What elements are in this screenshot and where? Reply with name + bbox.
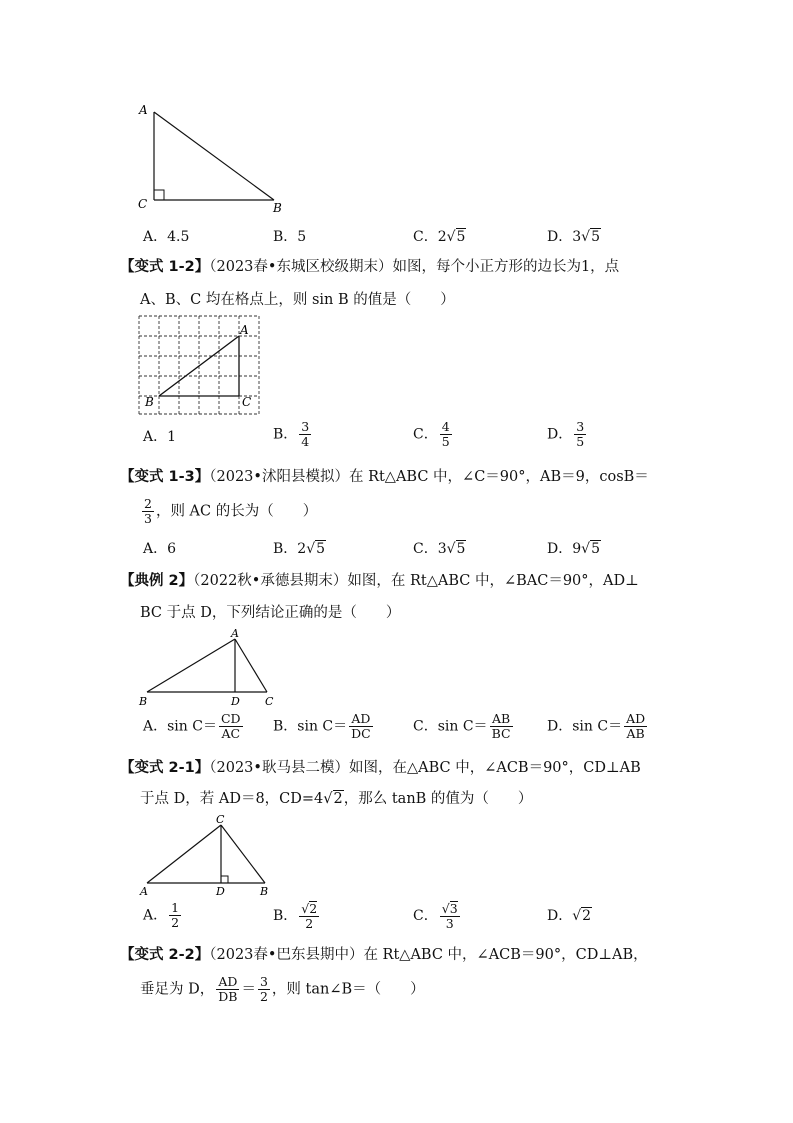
question-tag: 【变式 1-2】 — [120, 259, 210, 275]
option-c[interactable]: C．3√5 — [413, 541, 466, 557]
option-a[interactable]: A． $\frac{1}{2}$ — [143, 900, 180, 930]
sqrt: √5 — [446, 541, 466, 557]
figure-triangle-acb-altitude — [135, 813, 285, 898]
question-tag: 【典例 2】 — [120, 573, 194, 589]
fraction: $\frac{CD}{AC}$ — [220, 711, 241, 741]
fraction: $\frac{AD}{DC}$ — [351, 711, 371, 741]
question-1-3-line2: $\frac{2}{3}$ ，则 AC 的长为（ ） — [144, 496, 318, 526]
vertex-label-a: A — [240, 323, 249, 337]
question-2-1-line2: 于点 D，若 AD＝8，CD=4√2，那么 tanB 的值为（ ） — [140, 791, 533, 807]
vertex-label-c: C — [265, 695, 274, 708]
question-tag: 【变式 1-3】 — [120, 469, 210, 485]
option-d[interactable]: D．sin C＝ $\frac{AD}{AB}$ — [547, 711, 646, 741]
fraction: $\frac{3}{5}$ — [576, 419, 585, 449]
sqrt: √5 — [581, 229, 600, 245]
option-a[interactable]: A．1 — [143, 429, 177, 445]
question-1-2-line1: 【变式 1-2】（2023春•东城区校级期末）如图，每个小正方形的边长为1，点 — [120, 259, 620, 275]
vertex-label-b: B — [260, 885, 269, 898]
option-b[interactable]: B．sin C＝ $\frac{AD}{DC}$ — [273, 711, 371, 741]
option-c-label: C．2 — [413, 229, 447, 245]
option-d[interactable]: D． $\frac{3}{5}$ — [547, 419, 585, 449]
vertex-label-c: C — [138, 197, 148, 211]
vertex-label-b: B — [145, 395, 154, 409]
fraction: $\frac{AB}{BC}$ — [491, 711, 511, 741]
fraction: $\frac{1}{2}$ — [171, 900, 180, 930]
option-d-label: D．3 — [547, 229, 582, 245]
question-tag: 【变式 2-2】 — [120, 947, 210, 963]
figure-triangle-abc — [130, 98, 300, 218]
vertex-label-c: C — [242, 395, 252, 409]
fraction: $\frac{AD}{DB}$ — [218, 974, 238, 1004]
question-2-line2: BC 于点 D，下列结论正确的是（ ） — [140, 605, 401, 621]
question-1-2-line2: A、B、C 均在格点上，则 sin B 的值是（ ） — [140, 292, 455, 308]
vertex-label-d: D — [216, 885, 225, 898]
option-c[interactable] — [413, 227, 466, 247]
option-a[interactable]: A．4.5 — [143, 229, 190, 245]
option-c[interactable]: C．sin C＝ $\frac{AB}{BC}$ — [413, 711, 511, 741]
option-b[interactable]: B． $\frac{3}{4}$ — [273, 419, 310, 449]
option-b[interactable]: B．5 — [273, 229, 307, 245]
vertex-label-d: D — [231, 695, 240, 708]
fraction: $\frac{3}{4}$ — [301, 419, 310, 449]
sqrt: √5 — [306, 541, 326, 557]
option-d[interactable]: D．9√5 — [547, 541, 600, 557]
option-a[interactable]: A．sin C＝ $\frac{CD}{AC}$ — [143, 711, 241, 741]
option-a[interactable]: A．6 — [143, 541, 177, 557]
option-d[interactable]: D．√2 — [547, 908, 592, 924]
fraction: $\frac{4}{5}$ — [441, 419, 450, 449]
question-1-3-line1: 【变式 1-3】（2023•沭阳县模拟）在 Rt△ABC 中，∠C＝90°，AB＝9，cosB＝ — [120, 469, 649, 485]
vertex-label-a: A — [139, 103, 148, 117]
sqrt: √5 — [581, 541, 600, 557]
question-2-2-line1: 【变式 2-2】（2023春•巴东县期中）在 Rt△ABC 中，∠ACB＝90°，CD⊥AB， — [120, 947, 648, 963]
fraction: $\frac{√3}{3}$ — [441, 901, 458, 931]
fraction: $\frac{√2}{2}$ — [301, 901, 318, 931]
question-tag: 【变式 2-1】 — [120, 760, 210, 776]
figure-grid-triangle — [135, 310, 270, 420]
option-c[interactable]: C． $\frac{√3}{3}$ — [413, 901, 458, 931]
vertex-label-c: C — [216, 813, 225, 826]
option-b[interactable]: B． $\frac{√2}{2}$ — [273, 901, 318, 931]
option-b[interactable]: B．2√5 — [273, 541, 326, 557]
fraction: $\frac{3}{2}$ — [259, 974, 268, 1004]
option-d[interactable] — [547, 227, 601, 247]
option-c[interactable]: C． $\frac{4}{5}$ — [413, 419, 450, 449]
fraction: $\frac{2}{3}$ — [144, 496, 152, 526]
sqrt: √2 — [572, 908, 592, 924]
sqrt: √2 — [323, 791, 343, 807]
figure-triangle-abc-altitude — [135, 627, 285, 709]
vertex-label-a: A — [140, 885, 148, 898]
vertex-label-b: B — [139, 695, 148, 708]
vertex-label-b: B — [273, 201, 282, 215]
vertex-label-a: A — [231, 627, 239, 640]
question-2-2-line2: 垂足为 D， $\frac{AD}{DB}$ ＝ $\frac{3}{2}$ ，则 tan∠B＝（ ） — [140, 974, 425, 1004]
fraction: $\frac{AD}{AB}$ — [626, 711, 646, 741]
question-2-line1: 【典例 2】（2022秋•承德县期末）如图，在 Rt△ABC 中，∠BAC＝90°，AD⊥ — [120, 573, 639, 589]
question-2-1-line1: 【变式 2-1】（2023•耿马县二模）如图，在△ABC 中，∠ACB＝90°，CD⊥AB — [120, 760, 641, 776]
sqrt: √5 — [446, 229, 466, 245]
